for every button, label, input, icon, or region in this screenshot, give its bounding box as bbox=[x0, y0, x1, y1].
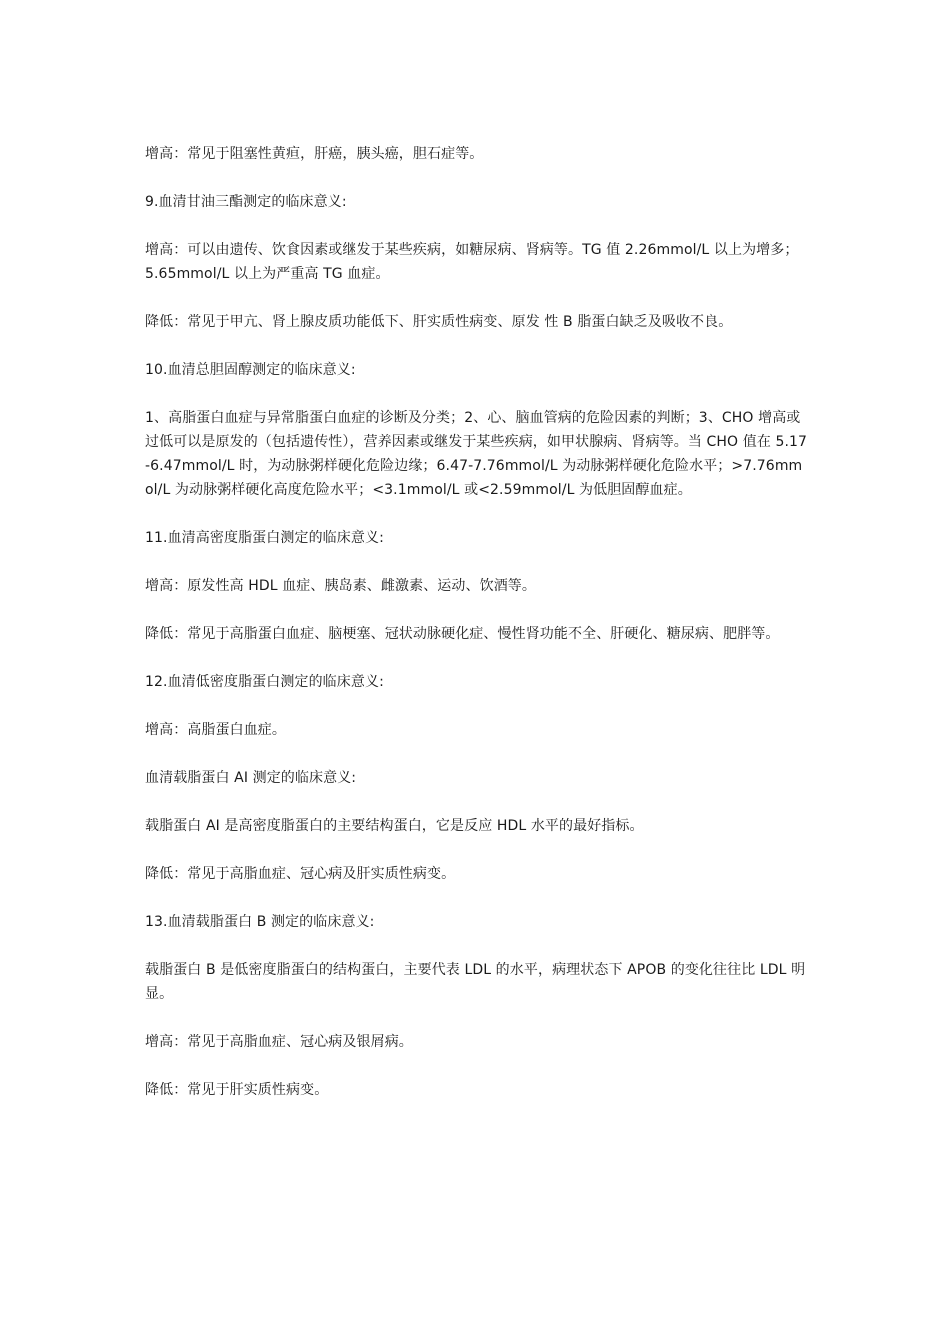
paragraph-ldl-increase: 增高：高脂蛋白血症。 bbox=[145, 722, 286, 738]
paragraph-hdl-increase: 增高：原发性高 HDL 血症、胰岛素、雌激素、运动、饮酒等。 bbox=[145, 578, 537, 594]
paragraph-apoa1-description: 载脂蛋白 AI 是高密度脂蛋白的主要结构蛋白，它是反应 HDL 水平的最好指标。 bbox=[145, 818, 644, 834]
paragraph-triglyceride-increase: 增高：可以由遗传、饮食因素或继发于某些疾病，如糖尿病、肾病等。TG 值 2.26mmol/L 以上为增多；5.65mmol/L 以上为严重高 TG 血症。 bbox=[145, 242, 799, 282]
paragraph-apob-increase: 增高：常见于高脂血症、冠心病及银屑病。 bbox=[145, 1034, 413, 1050]
paragraph-total-cholesterol: 1、高脂蛋白血症与异常脂蛋白血症的诊断及分类；2、心、脑血管病的危险因素的判断；3、CHO 增高或过低可以是原发的（包括遗传性），营养因素或继发于某些疾病，如甲状腺病、肾病等。当 CHO 值在 5.17-6.47mmol/L 时，为动脉粥样硬化危险边缘；6.47-7.76mmol/L 为动脉粥样硬化危险水平；>7.76mmol/L 为动脉粥样硬化高度危险水平；<3.1mmol/L 或<2.59mmol/L 为低胆固醇血症。 bbox=[145, 410, 808, 498]
heading-apoa1: 血清载脂蛋白 AI 测定的临床意义: bbox=[145, 770, 357, 786]
document-body bbox=[145, 142, 810, 1102]
heading-hdl: 11.血清高密度脂蛋白测定的临床意义: bbox=[145, 530, 384, 546]
paragraph-apob-decrease: 降低：常见于肝实质性病变。 bbox=[145, 1082, 329, 1098]
heading-apob: 13.血清载脂蛋白 B 测定的临床意义: bbox=[145, 914, 375, 930]
heading-ldl: 12.血清低密度脂蛋白测定的临床意义: bbox=[145, 674, 384, 690]
paragraph-triglyceride-decrease: 降低：常见于甲亢、肾上腺皮质功能低下、肝实质性病变、原发 性 B 脂蛋白缺乏及吸收不良。 bbox=[145, 314, 733, 330]
heading-triglyceride: 9.血清甘油三酯测定的临床意义: bbox=[145, 194, 347, 210]
heading-total-cholesterol: 10.血清总胆固醇测定的临床意义: bbox=[145, 362, 356, 378]
paragraph-apob-description: 载脂蛋白 B 是低密度脂蛋白的结构蛋白，主要代表 LDL 的水平，病理状态下 APOB 的变化往往比 LDL 明显。 bbox=[145, 962, 806, 1002]
paragraph-hdl-decrease: 降低：常见于高脂蛋白血症、脑梗塞、冠状动脉硬化症、慢性肾功能不全、肝硬化、糖尿病、肥胖等。 bbox=[145, 626, 780, 642]
paragraph-apoa1-decrease: 降低：常见于高脂血症、冠心病及肝实质性病变。 bbox=[145, 866, 456, 882]
paragraph-bilirubin-increase: 增高：常见于阻塞性黄疸，肝癌，胰头癌，胆石症等。 bbox=[145, 146, 484, 162]
